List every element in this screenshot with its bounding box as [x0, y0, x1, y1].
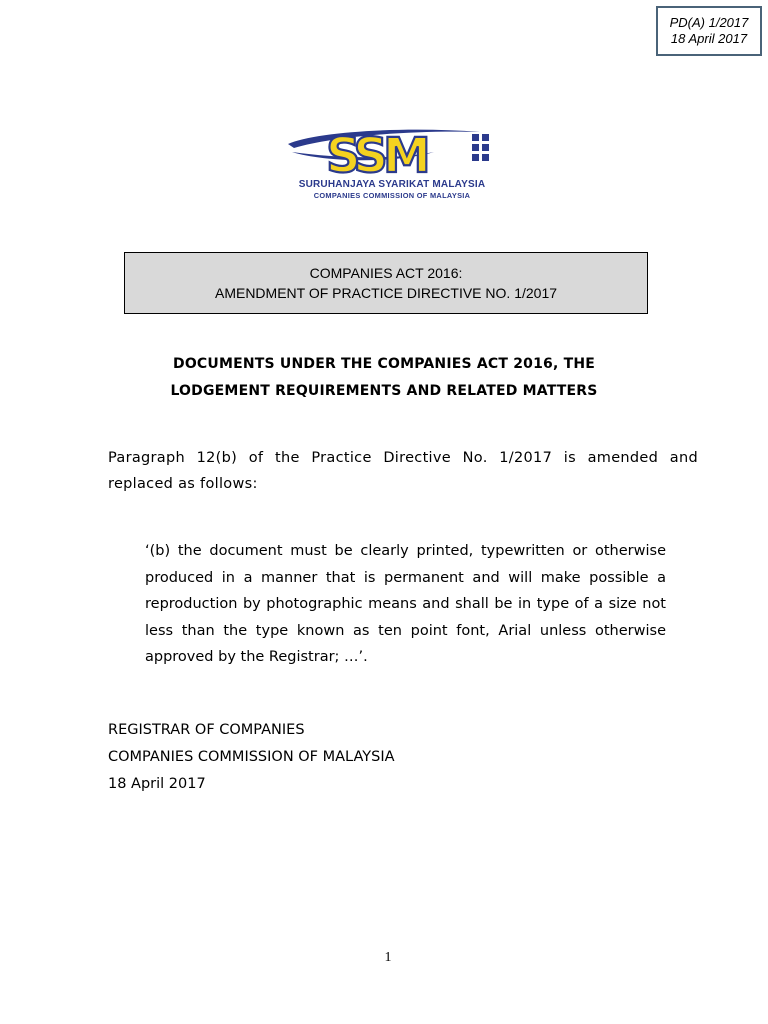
reference-box — [656, 6, 762, 56]
logo-subtitle: COMPANIES COMMISSION OF MALAYSIA — [313, 191, 471, 200]
title-box — [124, 252, 648, 314]
title-line-2: AMENDMENT OF PRACTICE DIRECTIVE NO. 1/2017 — [214, 285, 558, 301]
signature-organisation: COMPANIES COMMISSION OF MALAYSIA — [108, 749, 395, 765]
signature-date: 18 April 2017 — [108, 776, 206, 792]
logo-name: SURUHANJAYA SYARIKAT MALAYSIA — [298, 179, 486, 190]
title-line-1: COMPANIES ACT 2016: — [309, 265, 463, 281]
intro-paragraph: Paragraph 12(b) of the Practice Directive No. 1/2017 is amended and replaced as follows: — [108, 450, 698, 492]
signature-block — [108, 717, 628, 798]
heading-line-2: LODGEMENT REQUIREMENTS AND RELATED MATTERS — [170, 383, 598, 399]
ssm-logo-mark — [284, 118, 500, 180]
reference-date: 18 April 2017 — [670, 31, 748, 46]
ssm-logo-text: SSM — [326, 128, 426, 180]
reference-code: PD(A) 1/2017 — [669, 15, 749, 30]
page-number: 1 — [384, 950, 392, 965]
heading-line-1: DOCUMENTS UNDER THE COMPANIES ACT 2016, THE — [173, 356, 595, 372]
quoted-paragraph: ‘(b) the document must be clearly printed, typewritten or otherwise produced in a manner that is permanent and will make possible a reproduction by photographic means and shall be in type of a size not less than the type known as ten point font, Arial unless otherwise approved by the Registrar; …’. — [145, 543, 666, 666]
ssm-logo — [284, 118, 500, 202]
document-heading — [100, 351, 668, 405]
signature-title: REGISTRAR OF COMPANIES — [108, 722, 305, 738]
